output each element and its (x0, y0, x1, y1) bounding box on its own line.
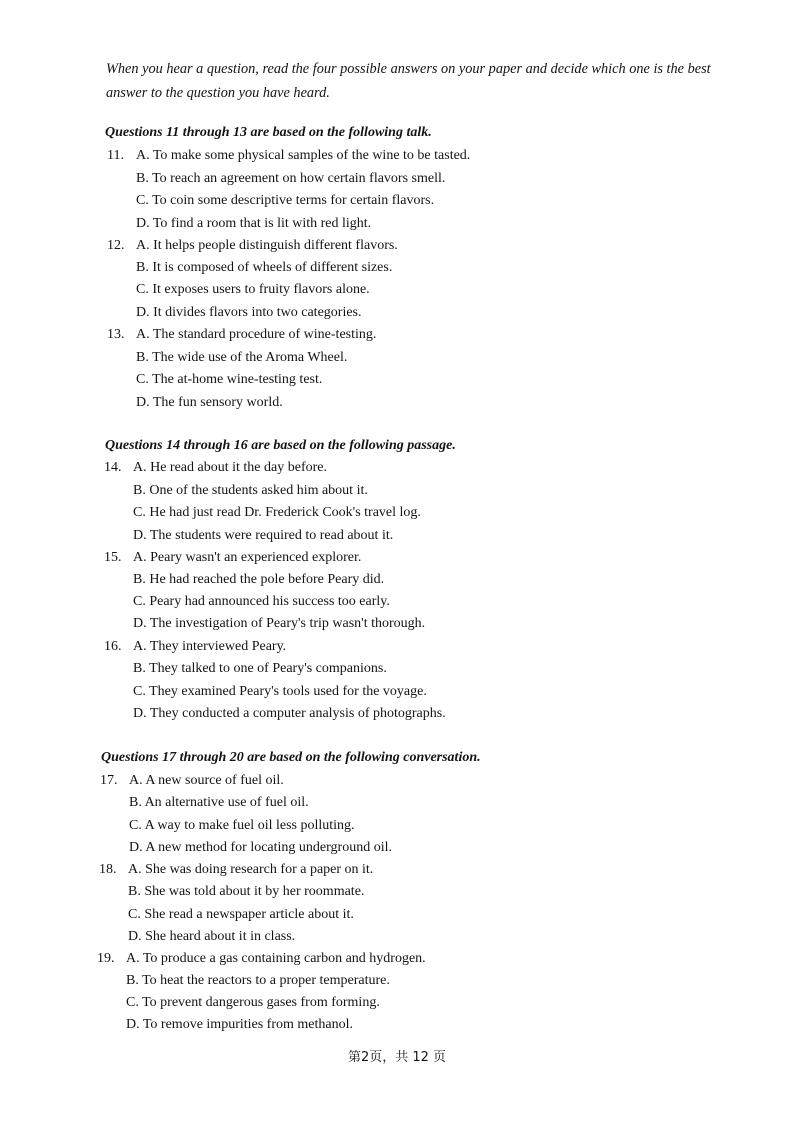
answer-option: B. She was told about it by her roommate. (128, 884, 365, 899)
answer-option: D. She heard about it in class. (128, 929, 296, 944)
answer-option: D. A new method for locating underground oil. (129, 840, 392, 855)
answer-option: D. To remove impurities from methanol. (126, 1017, 353, 1032)
answer-option: C. The at-home wine-testing test. (136, 372, 323, 387)
answer-option: D. The fun sensory world. (136, 395, 283, 410)
answer-option: C. It exposes users to fruity flavors alone. (136, 282, 370, 297)
answer-option: B. The wide use of the Aroma Wheel. (136, 350, 348, 365)
question-number: 19. (97, 951, 115, 966)
answer-option: C. A way to make fuel oil less polluting. (129, 818, 355, 833)
instructions-text: When you hear a question, read the four possible answers on your paper and decide which one is the best answer to the question you have heard. (106, 61, 711, 101)
answer-option: B. One of the students asked him about it. (133, 483, 368, 498)
answer-option: B. They talked to one of Peary's companions. (133, 661, 387, 676)
answer-option: A. He read about it the day before. (133, 460, 327, 475)
question-number: 12. (107, 238, 125, 253)
answer-option: A. Peary wasn't an experienced explorer. (133, 550, 362, 565)
answer-option: C. To coin some descriptive terms for certain flavors. (136, 193, 435, 208)
section-heading: Questions 11 through 13 are based on the following talk. (105, 125, 432, 140)
answer-option: D. The investigation of Peary's trip wasn't thorough. (133, 616, 426, 631)
answer-option: C. To prevent dangerous gases from forming. (126, 995, 380, 1010)
answer-option: A. They interviewed Peary. (133, 639, 287, 654)
answer-option: B. To reach an agreement on how certain flavors smell. (136, 171, 446, 186)
question-number: 18. (99, 862, 117, 877)
answer-option: C. Peary had announced his success too early. (133, 594, 390, 609)
question-number: 15. (104, 550, 122, 565)
answer-option: C. She read a newspaper article about it. (128, 907, 354, 922)
question-number: 16. (104, 639, 122, 654)
section-heading: Questions 14 through 16 are based on the following passage. (105, 438, 456, 453)
question-number: 11. (107, 148, 124, 163)
section-heading: Questions 17 through 20 are based on the following conversation. (101, 750, 481, 765)
page-footer: 第2页，共 12 页 (347, 1050, 447, 1065)
answer-option: A. She was doing research for a paper on it. (128, 862, 374, 877)
answer-option: C. They examined Peary's tools used for the voyage. (133, 684, 427, 699)
answer-option: A. To make some physical samples of the wine to be tasted. (136, 148, 471, 163)
answer-option: C. He had just read Dr. Frederick Cook's travel log. (133, 505, 421, 520)
answer-option: B. He had reached the pole before Peary did. (133, 572, 385, 587)
answer-option: D. The students were required to read about it. (133, 528, 394, 543)
answer-option: B. An alternative use of fuel oil. (129, 795, 309, 810)
answer-option: D. They conducted a computer analysis of photographs. (133, 706, 446, 721)
question-number: 14. (104, 460, 122, 475)
question-number: 17. (100, 773, 118, 788)
question-number: 13. (107, 327, 125, 342)
answer-option: A. A new source of fuel oil. (129, 773, 284, 788)
answer-option: A. The standard procedure of wine-testing. (136, 327, 377, 342)
answer-option: D. It divides flavors into two categories. (136, 305, 362, 320)
answer-option: D. To find a room that is lit with red light. (136, 216, 372, 231)
answer-option: B. To heat the reactors to a proper temperature. (126, 973, 390, 988)
answer-option: A. It helps people distinguish different flavors. (136, 238, 398, 253)
answer-option: A. To produce a gas containing carbon and hydrogen. (126, 951, 426, 966)
answer-option: B. It is composed of wheels of different sizes. (136, 260, 393, 275)
